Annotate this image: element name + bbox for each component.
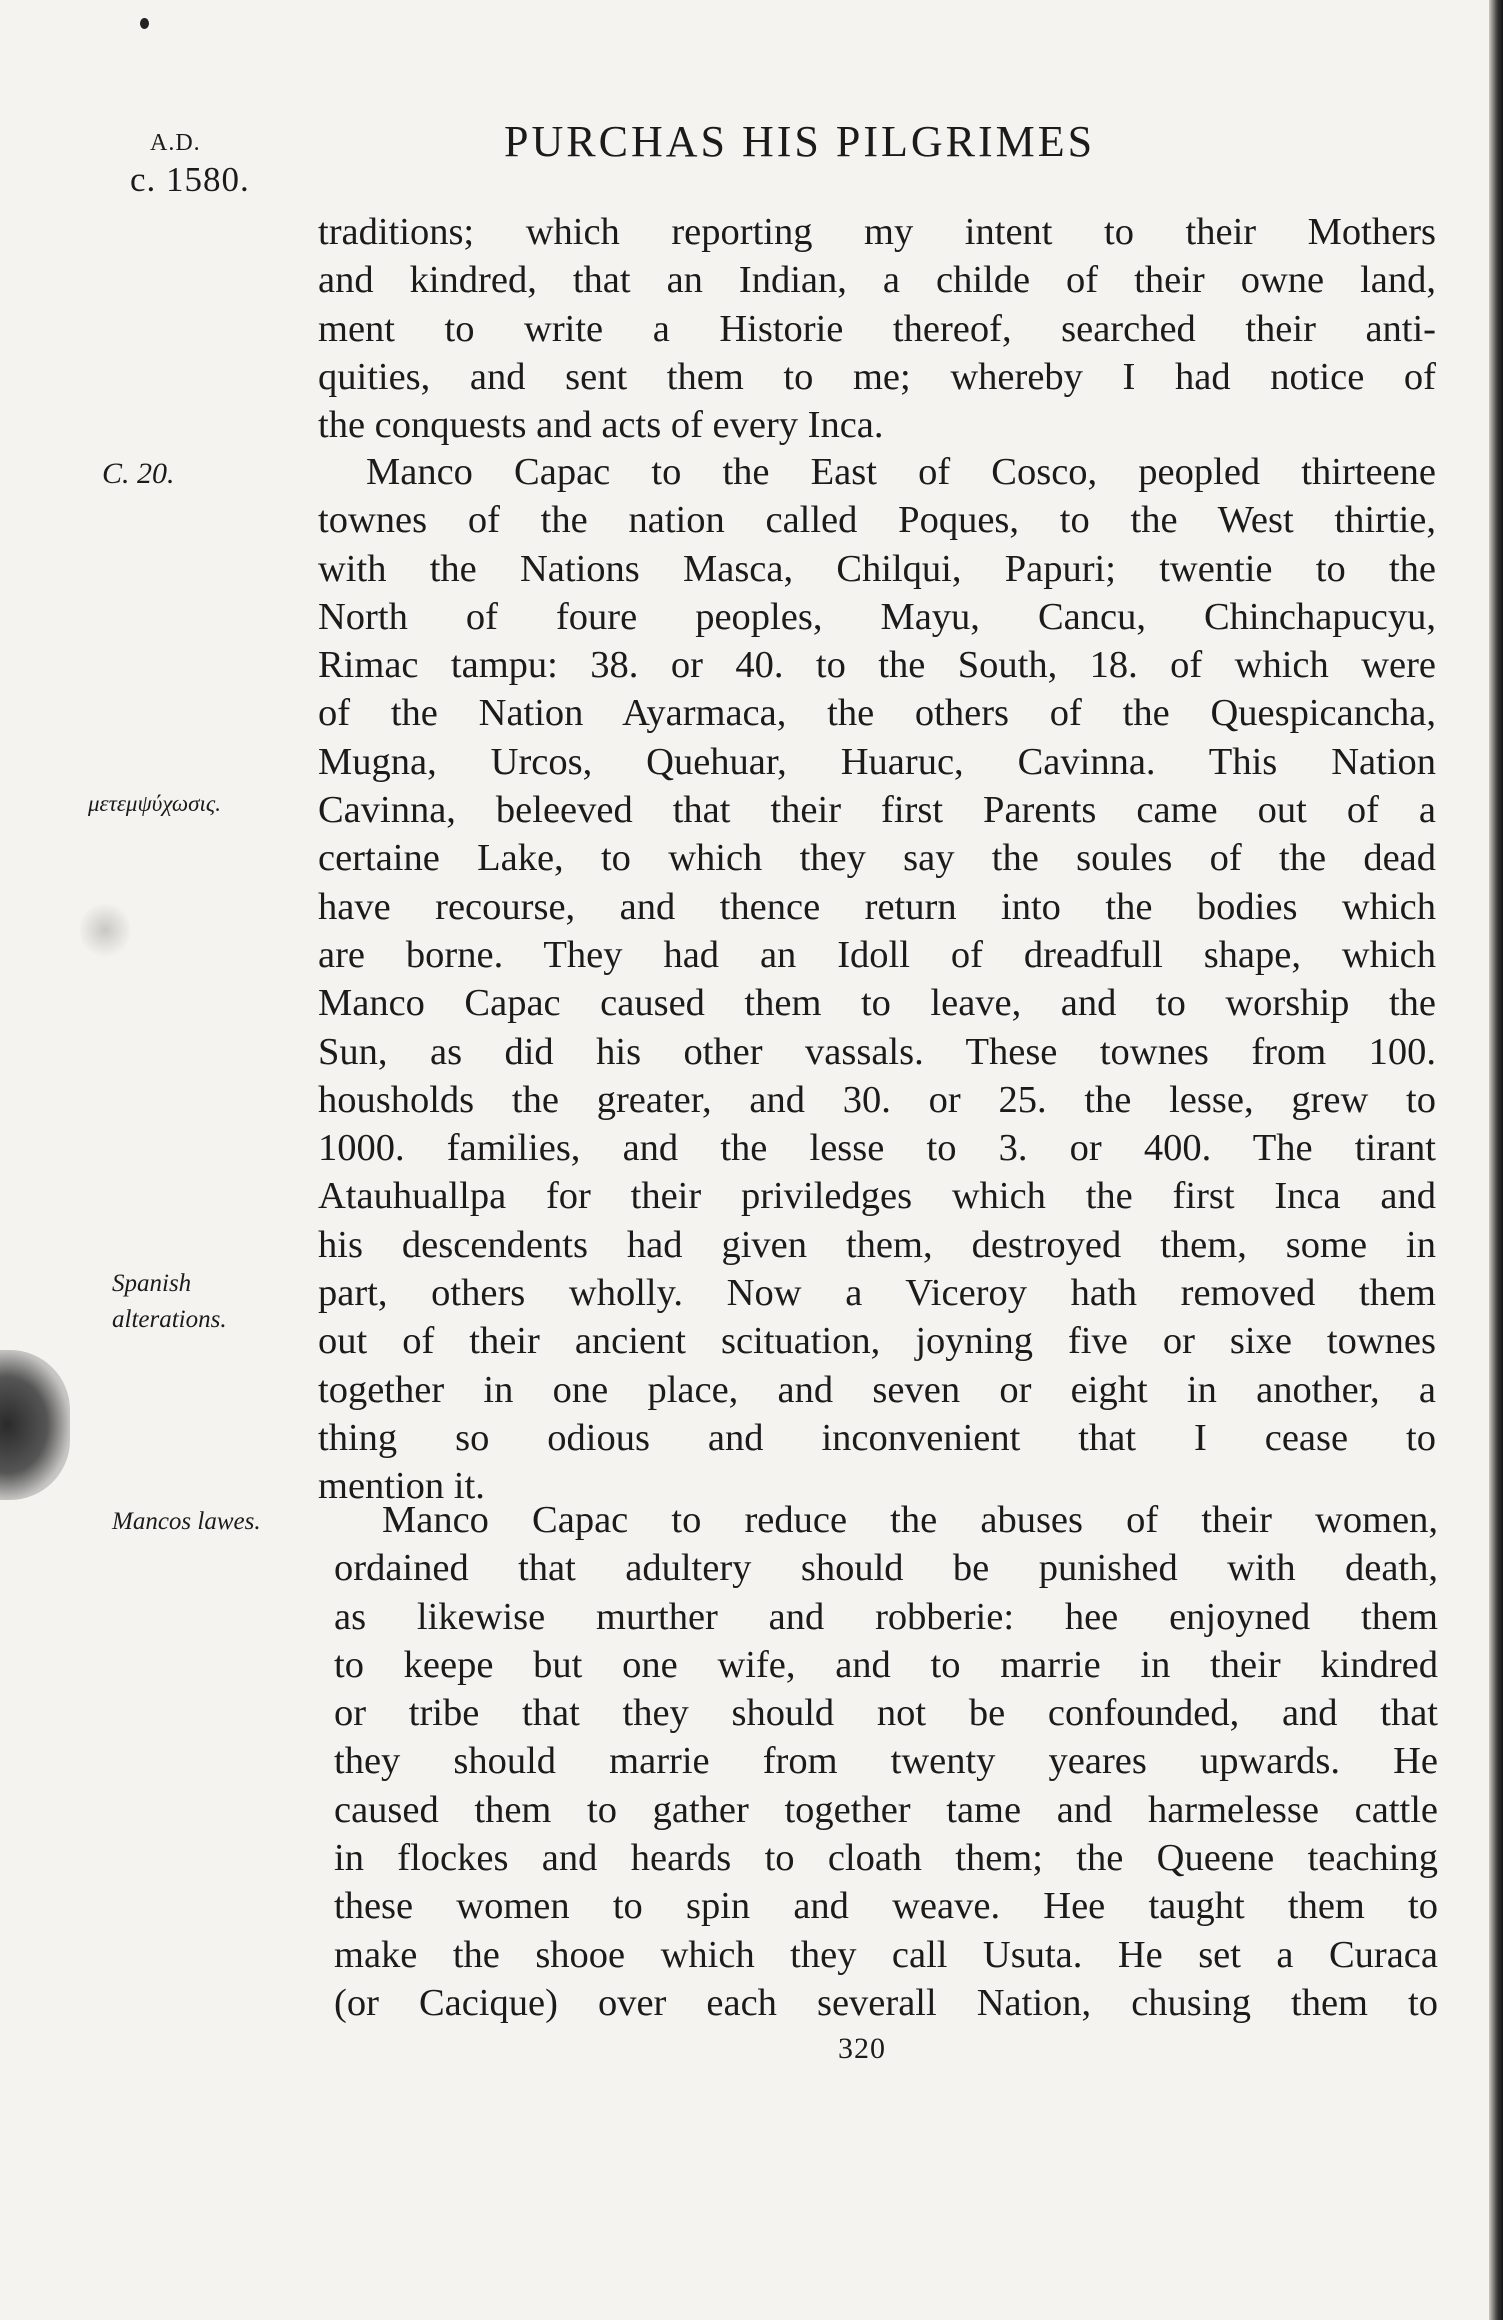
text-line: of the Nation Ayarmaca, the others of the Quespicancha,: [318, 692, 1436, 735]
text-line: townes of the nation called Poques, to the West thirtie,: [318, 499, 1436, 542]
text-line: these women to spin and weave. Hee taught them to: [334, 1885, 1438, 1928]
text-line: thing so odious and inconvenient that I cease to: [318, 1416, 1436, 1459]
text-line: caused them to gather together tame and harmelesse cattle: [334, 1788, 1438, 1831]
text-line: together in one place, and seven or eight in another, a: [318, 1368, 1436, 1411]
text-line: mention it.: [318, 1465, 485, 1508]
text-line: are borne. They had an Idoll of dreadfull shape, which: [318, 933, 1436, 976]
page-number: 320: [838, 2032, 886, 2065]
text-line: ment to write a Historie thereof, searched their anti-: [318, 307, 1436, 350]
page-smudge: [80, 900, 130, 960]
text-line: have recourse, and thence return into the bodies which: [318, 885, 1436, 928]
text-line: housholds the greater, and 30. or 25. the lesse, grew to: [318, 1078, 1436, 1121]
text-line: Manco Capac caused them to leave, and to worship the: [318, 982, 1436, 1025]
ink-speck: [140, 18, 149, 29]
text-line: traditions; which reporting my intent to their Mothers: [318, 211, 1436, 253]
sidenote-spanish-line2: alterations.: [112, 1306, 227, 1333]
text-line: or tribe that they should not be confounded, and that: [334, 1692, 1438, 1735]
text-line: in flockes and heards to cloath them; the Queene teaching: [334, 1837, 1438, 1880]
text-line: North of foure peoples, Mayu, Cancu, Chinchapucyu,: [318, 595, 1436, 638]
text-line: Rimac tampu: 38. or 40. to the South, 18. of which were: [318, 644, 1436, 687]
date-label: c. 1580.: [130, 160, 250, 199]
text-line: part, others wholly. Now a Viceroy hath removed them: [318, 1272, 1436, 1315]
text-line: quities, and sent them to me; whereby I had notice of: [318, 355, 1436, 398]
text-line: Mugna, Urcos, Quehuar, Huaruc, Cavinna. This Nation: [318, 740, 1436, 783]
paragraph-1: [318, 208, 1436, 449]
sidenote-spanish-line1: Spanish: [112, 1270, 192, 1297]
text-line: ordained that adultery should be punished with death,: [334, 1547, 1438, 1590]
text-line: his descendents had given them, destroyed them, some in: [318, 1223, 1436, 1266]
text-line: the conquests and acts of every Inca.: [318, 404, 884, 447]
sidenote-chapter-ref: C. 20.: [102, 457, 175, 490]
text-line: Manco Capac to the East of Cosco, peopled thirteene: [366, 451, 1436, 493]
text-line: they should marrie from twenty yeares upwards. He: [334, 1740, 1438, 1783]
text-line: and kindred, that an Indian, a childe of their owne land,: [318, 259, 1436, 302]
text-line: as likewise murther and robberie: hee enjoyned them: [334, 1595, 1438, 1638]
scan-shadow: [0, 1350, 70, 1500]
text-line: make the shooe which they call Usuta. He set a Curaca: [334, 1933, 1438, 1976]
margin-date-header: [130, 128, 250, 202]
text-line: with the Nations Masca, Chilqui, Papuri; twentie to the: [318, 547, 1436, 590]
sidenote-greek: μετεμψύχωσις.: [88, 791, 221, 816]
text-line: Manco Capac to reduce the abuses of their women,: [382, 1499, 1438, 1541]
text-line: to keepe but one wife, and to marrie in their kindred: [334, 1643, 1438, 1686]
binding-edge: [1489, 0, 1503, 2320]
text-line: Cavinna, beleeved that their first Parents came out of a: [318, 789, 1436, 832]
text-line: Sun, as did his other vassals. These townes from 100.: [318, 1030, 1436, 1073]
text-line: (or Cacique) over each severall Nation, chusing them to: [334, 1981, 1438, 2024]
sidenote-mancos-laws: Mancos lawes.: [112, 1508, 261, 1535]
paragraph-2: [318, 448, 1436, 1511]
text-line: 1000. families, and the lesse to 3. or 400. The tirant: [318, 1127, 1436, 1170]
running-title: PURCHAS HIS PILGRIMES: [504, 117, 1096, 166]
paragraph-3: [334, 1496, 1438, 2027]
text-line: Atauhuallpa for their priviledges which the first Inca and: [318, 1175, 1436, 1218]
text-line: out of their ancient scituation, joyning five or sixe townes: [318, 1320, 1436, 1363]
era-label: A.D.: [150, 130, 201, 156]
text-line: certaine Lake, to which they say the soules of the dead: [318, 837, 1436, 880]
